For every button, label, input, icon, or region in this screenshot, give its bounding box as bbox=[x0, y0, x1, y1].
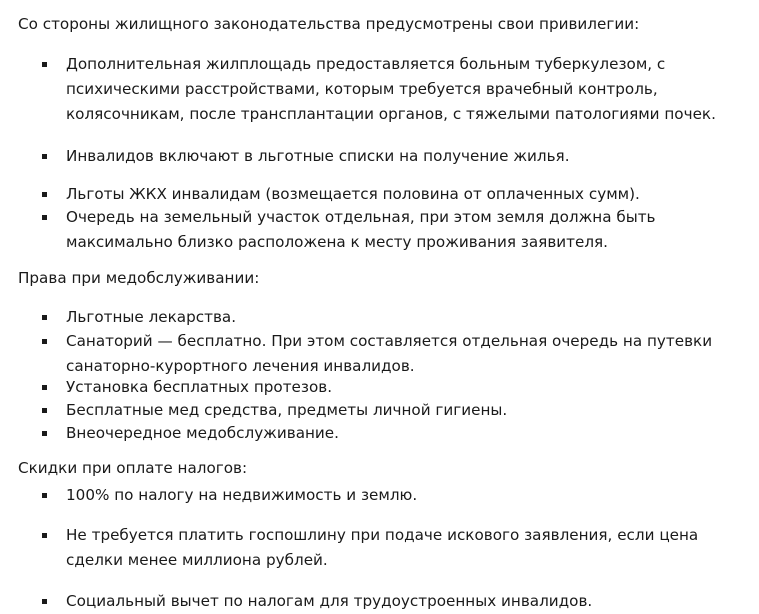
bullet-icon bbox=[42, 315, 47, 320]
list-item bbox=[42, 375, 742, 400]
list-item-text: Не требуется платить госпошлину при подаче искового заявления, если цена сделки менее миллиона рублей. bbox=[66, 526, 699, 569]
list-item bbox=[42, 483, 742, 508]
bullet-icon bbox=[42, 533, 47, 538]
list-item bbox=[42, 398, 742, 423]
list-item bbox=[42, 589, 742, 614]
bullet-icon bbox=[42, 154, 47, 159]
list-item bbox=[42, 523, 742, 573]
list-item bbox=[42, 305, 742, 330]
bullet-icon bbox=[42, 215, 47, 220]
list-item-text: Внеочередное медобслуживание. bbox=[66, 424, 339, 442]
bullet-icon bbox=[42, 599, 47, 604]
list-item-text: Дополнительная жилплощадь предоставляется больным туберкулезом, с психическими расстройствами, которым требуется врачебный контроль, колясочникам, после трансплантации органов, с тяжелыми патологиями почек. bbox=[66, 55, 716, 123]
list-item-text: Очередь на земельный участок отдельная, при этом земля должна быть максимально близко расположена к месту проживания заявителя. bbox=[66, 208, 656, 251]
list-item bbox=[42, 52, 742, 127]
list-item bbox=[42, 144, 742, 169]
list-item bbox=[42, 182, 742, 207]
bullet-icon bbox=[42, 408, 47, 413]
list-item-text: Установка бесплатных протезов. bbox=[66, 378, 333, 396]
list-item bbox=[42, 205, 742, 255]
bullet-icon bbox=[42, 385, 47, 390]
bullet-icon bbox=[42, 339, 47, 344]
list-item bbox=[42, 329, 742, 379]
list-item-text: Бесплатные мед средства, предметы личной гигиены. bbox=[66, 401, 508, 419]
list-item bbox=[42, 421, 742, 446]
bullet-icon bbox=[42, 192, 47, 197]
bullet-icon bbox=[42, 493, 47, 498]
list-item-text: 100% по налогу на недвижимость и землю. bbox=[66, 486, 418, 504]
bullet-icon bbox=[42, 431, 47, 436]
section-heading-medical: Права при медобслуживании: bbox=[18, 269, 260, 287]
list-item-text: Льготы ЖКХ инвалидам (возмещается половина от оплаченных сумм). bbox=[66, 185, 640, 203]
section-heading-taxes: Скидки при оплате налогов: bbox=[18, 459, 248, 477]
section-heading-housing: Со стороны жилищного законодательства предусмотрены свои привилегии: bbox=[18, 15, 640, 33]
list-item-text: Социальный вычет по налогам для трудоустроенных инвалидов. bbox=[66, 592, 593, 610]
list-item-text: Инвалидов включают в льготные списки на получение жилья. bbox=[66, 147, 570, 165]
list-item-text: Санаторий — бесплатно. При этом составляется отдельная очередь на путевки санаторно-курортного лечения инвалидов. bbox=[66, 332, 713, 375]
list-item-text: Льготные лекарства. bbox=[66, 308, 237, 326]
bullet-icon bbox=[42, 62, 47, 67]
